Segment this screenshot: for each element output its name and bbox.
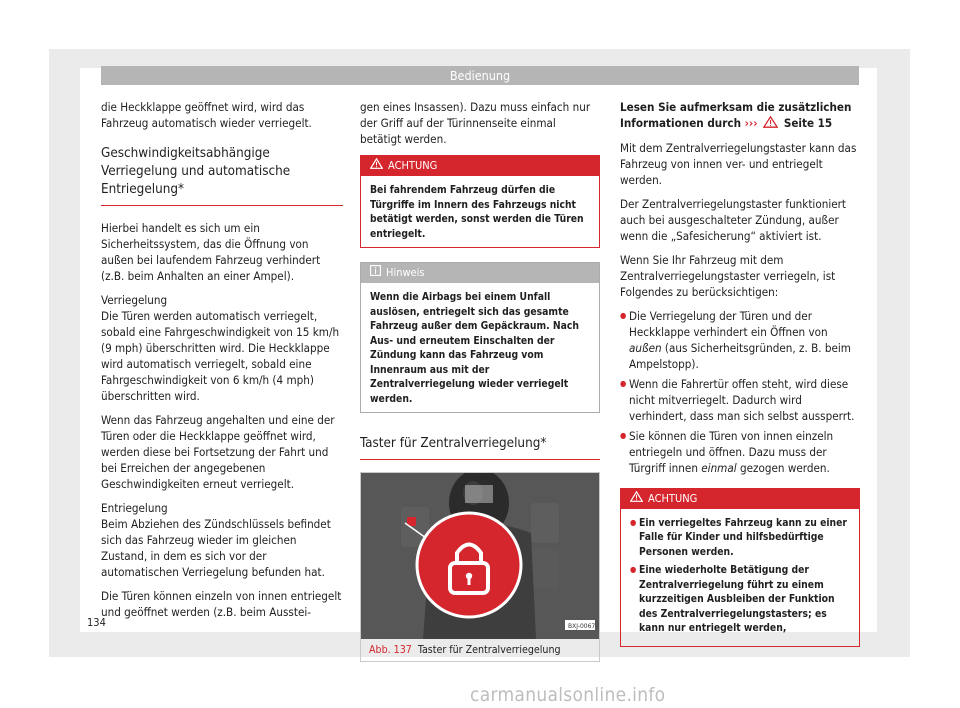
warning-triangle-icon	[763, 116, 778, 132]
paragraph: Beim Abziehen des Zündschlüssels befindet sich das Fahrzeug wieder im gleichen Zustand, in dem es sich vor der automatischen Verriegelung befunden hat.	[101, 517, 331, 579]
list-item	[620, 428, 860, 476]
paragraph: Wenn das Fahrzeug angehalten und eine der Türen oder die Heckklappe geöffnet wird, werden diese bei Fortsetzung der Fahrt und bei Erreichen der angegebenen Geschwindigkeiten erneut verriegelt.	[101, 413, 335, 491]
caption-text: Taster für Zentralverriegelung	[417, 644, 561, 656]
page-reference-link[interactable]: Seite 15	[783, 116, 833, 130]
column-2	[360, 99, 600, 662]
paragraph: Die Türen können einzeln von innen entriegelt und geöffnet werden (z.B. beim Ausstei-	[101, 589, 342, 619]
subheading-verriegelung: Verriegelung	[101, 293, 168, 307]
page-header: Bedienung	[101, 66, 859, 85]
emphasis: einmal	[701, 460, 737, 475]
list-item: ● Eine wiederholte Betätigung der Zentralverriegelung führt zu einem kurzzeitigen Ausbleiben der Funktion des Zentralverriegelungstasters; es kann nur entriegelt werden,	[630, 563, 850, 636]
paragraph: Der Zentralverriegelungstaster funktioniert auch bei ausgeschalteter Zündung, außer wenn die „Safesicherung“ aktiviert ist.	[620, 196, 847, 243]
paragraph: Mit dem Zentralverriegelungstaster kann das Fahrzeug von innen ver- und entriegelt werden.	[620, 140, 857, 187]
bullet-text: gezogen werden.	[739, 460, 830, 475]
list-item: ● Ein verriegeltes Fahrzeug kann zu einer Falle für Kinder und hilfsbedürftige Personen werden.	[630, 516, 850, 560]
section-title-speed-lock: Geschwindigkeitsabhängige Verriegelung und automatische Entriegelung*	[101, 145, 343, 206]
paragraph: Wenn Sie Ihr Fahrzeug mit dem Zentralverriegelungstaster verriegeln, ist Folgendes zu berücksichtigen:	[620, 252, 836, 299]
paragraph: Hierbei handelt es sich um ein Sicherheitssystem, das die Öffnung von außen bei laufendem Fahrzeug verhindert (z.B. beim Anhalten an einer Ampel).	[101, 221, 321, 283]
list-item: ● Wenn die Fahrertür offen steht, wird diese nicht mitverriegelt. Dadurch wird verhindert, dass man sich selbst aussperrt.	[620, 376, 860, 424]
warning-header	[361, 156, 599, 176]
lead-text: Lesen Sie aufmerksam die zusätzlichen Informationen durch	[620, 100, 852, 130]
figure-code: BXJ-0067	[568, 623, 596, 630]
intro-text: die Heckklappe geöffnet wird, wird das Fahrzeug automatisch wieder verriegelt.	[101, 100, 312, 130]
central-lock-button-image	[361, 473, 599, 639]
page-number: 134	[87, 616, 106, 629]
note-header	[361, 263, 599, 283]
list-item	[620, 308, 860, 372]
note-text: Wenn die Airbags bei einem Unfall auslösen, entriegelt sich das gesamte Fahrzeug außer dem Gepäckraum. Nach Aus- und erneutem Einschalten der Zündung kann das Fahrzeug vom Innenraum aus mit der Zentralverriegelung wieder verriegelt werden.	[370, 291, 579, 405]
bullet-text: Sie können die Türen von innen einzeln entriegeln und öffnen. Dazu muss der Türgriff innen	[629, 428, 834, 475]
warning-box	[620, 488, 860, 647]
lead-note	[620, 99, 860, 132]
emphasis: außen	[629, 340, 662, 355]
note-box	[360, 262, 600, 413]
figure-137	[360, 472, 600, 662]
bullet-text: (aus Sicherheitsgründen, z. B. beim Ampelstopp).	[629, 340, 851, 371]
warning-text: Bei fahrendem Fahrzeug dürfen die Türgriffe im Innern des Fahrzeugs nicht betätigt werden, sonst werden die Türen entriegelt.	[370, 184, 584, 240]
warning-triangle-icon	[630, 489, 643, 509]
warning-list	[621, 509, 859, 646]
info-icon	[370, 263, 381, 283]
column-1	[101, 99, 343, 628]
warning-header	[621, 489, 859, 509]
warning-label: ACHTUNG	[648, 491, 698, 505]
arrow-link[interactable]: ›››	[744, 116, 758, 130]
warning-label: ACHTUNG	[388, 159, 438, 172]
paragraph: Die Türen werden automatisch verriegelt, sobald eine Fahrgeschwindigkeit von 15 km/h (9 mph) überschritten wird. Die Heckklappe wird automatisch verriegelt, sobald eine Fahrgeschwindigkeit von 6 km/h (4 mph) überschritten wird.	[101, 309, 340, 403]
paragraph: gen eines Insassen). Dazu muss einfach nur der Griff auf der Türinnenseite einmal betätigt werden.	[360, 100, 591, 146]
column-3	[620, 99, 860, 661]
warning-triangle-icon	[370, 156, 383, 176]
watermark: carmanualsonline.info	[470, 684, 666, 706]
figure-caption	[361, 639, 599, 661]
section-title-central-lock: Taster für Zentralverriegelung*	[360, 435, 600, 460]
note-label: Hinweis	[386, 266, 425, 279]
caption-number: Abb. 137	[369, 644, 412, 656]
subheading-entriegelung: Entriegelung	[101, 501, 168, 515]
bullet-text: Die Verriegelung der Türen und der Heckklappe verhindert ein Öffnen von	[629, 308, 828, 339]
warning-box	[360, 155, 600, 248]
